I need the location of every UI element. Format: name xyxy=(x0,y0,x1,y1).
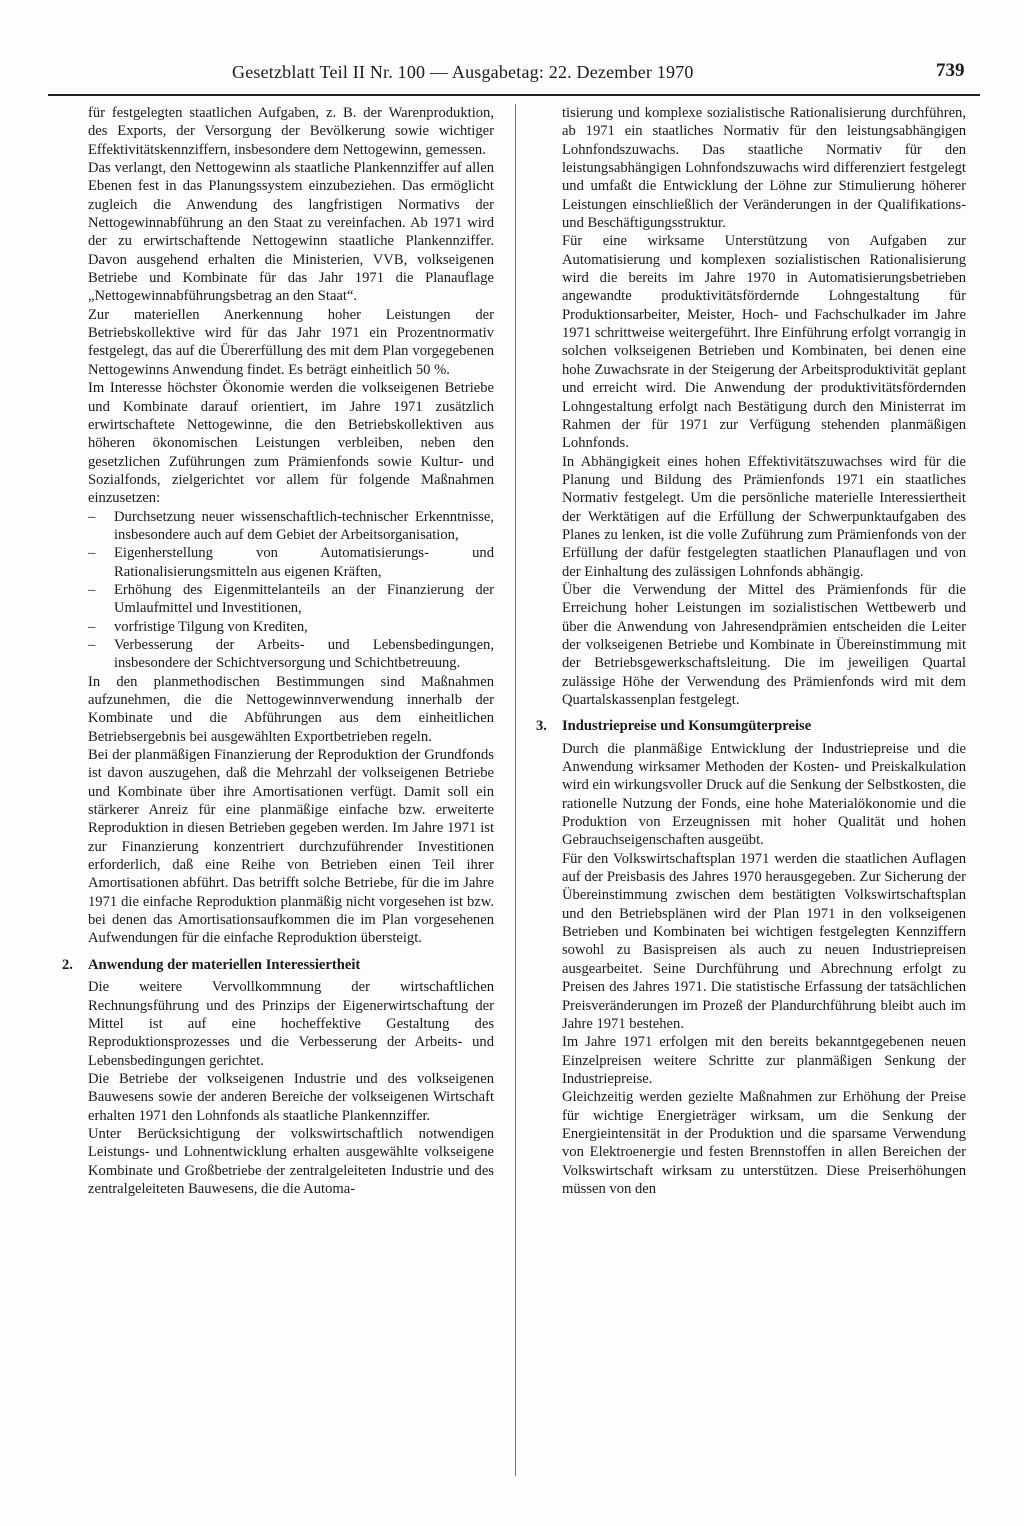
section-number: 3. xyxy=(536,718,547,735)
list-item: – Eigenherstellung von Automatisierungs- und Rationalisierungsmitteln aus eigenen Kräften, xyxy=(88,544,494,581)
paragraph: Bei der planmäßigen Finanzierung der Reproduktion der Grundfonds ist davon auszugehen, daß die Mehrzahl der volkseigenen Betriebe und Kombinate über ihre Amortisationen verfügt. Damit soll ein stärkerer Anreiz für eine planmäßige einfache bzw. erweiterte Reproduktion in diesen Betrieben gegeben werden. Im Jahre 1971 ist zur Finanzierung konzentriert durchzuführender Investitionen erforderlich, daß eine Reihe von Betrieben einen Teil ihrer Amortisationen abführt. Das betrifft solche Betriebe, für die im Jahre 1971 die einfache Reproduktion planmäßig nicht vorgesehen ist bzw. bei denen das Amortisationsaufkommen die im Plan vorgesehenen Aufwendungen für die einfache Reproduktion übersteigt. xyxy=(88,747,494,947)
paragraph: Für den Volkswirtschaftsplan 1971 werden die staatlichen Auflagen auf der Preisbasis des Jahres 1970 herausgegeben. Zur Sicherung der Übereinstimmung zwischen dem bestätigten Volkswirtschaftsplan und den Betriebsplänen wird der Plan 1971 in den volkseigenen Betrieben und Kombinaten bei wichtigen festgelegten Kennziffern sowohl zu Basispreisen als auch zu neuen Industriepreisen ausgearbeitet. Seine Durchführung und Abrechnung erfolgt zu Preisen des Jahres 1971. Die statistische Erfassung der tatsächlichen Preisveränderungen im Prozeß der Plandurchführung bleibt auch im Jahre 1971 bestehen. xyxy=(562,850,966,1032)
paragraph: Im Jahre 1971 erfolgen mit den bereits bekanntgegebenen neuen Einzelpreisen weitere Schritte zur planmäßigen Senkung der Industriepreise. xyxy=(562,1034,966,1087)
page-number: 739 xyxy=(936,60,965,81)
paragraph: für festgelegten staatlichen Aufgaben, z. B. der Warenproduktion, des Exports, der Versorgung der Bevölkerung sowie wichtiger Effektivitätskennziffern, insbesondere dem Nettogewinn, gemessen. xyxy=(88,105,494,158)
left-column xyxy=(62,104,494,1198)
paragraph: Im Interesse höchster Ökonomie werden die volkseigenen Betriebe und Kombinate darauf orientiert, im Jahre 1971 zusätzlich erwirtschaftete Nettogewinne, die den Betriebskollektiven aus höheren ökonomischen Leistungen verbleiben, neben den gesetzlichen Zuführungen zum Prämienfonds sowie Kultur- und Sozialfonds, zielgerichtet vor allem für folgende Maßnahmen einzusetzen: xyxy=(88,380,494,507)
paragraph: Unter Berücksichtigung der volkswirtschaftlich notwendigen Leistungs- und Lohnentwicklung erhalten ausgewählte volkseigene Kombinate und Großbetriebe der zentralgeleiteten Industrie und des zentralgeleiteten Bauwesens, die die Automa- xyxy=(88,1125,494,1197)
paragraph: Für eine wirksame Unterstützung von Aufgaben zur Automatisierung und komplexen sozialistischen Rationalisierung wird die bereits im Jahre 1970 in Automatisierungsbetrieben angewandte produktivitätsfördernde Lohngestaltung für Produktionsarbeiter, Meister, Hoch- und Fachschulkader im Jahre 1971 schrittweise weitergeführt. Ihre Einführung erfolgt vorrangig in solchen volkseigenen Betrieben und Kombinaten, bei denen eine hohe Zuwachsrate in der Steigerung der Arbeitsproduktivität geplant und erreicht wird. Die Anwendung der produktivitätsfördernden Lohngestaltung erfolgt nach Bestätigung durch den Ministerrat im Rahmen der für 1971 zur Verfügung stehenden planmäßigen Lohnfonds. xyxy=(562,233,966,452)
list-item: – Erhöhung des Eigenmittelanteils an der Finanzierung der Umlaufmittel und Investitionen, xyxy=(88,581,494,618)
section-number: 2. xyxy=(62,956,73,973)
paragraph: Durch die planmäßige Entwicklung der Industriepreise und die Anwendung wirksamer Methoden der Kosten- und Preiskalkulation wird ein wirkungsvoller Druck auf die Senkung der Selbstkosten, die rationelle Nutzung der Fonds, eine hohe Materialökonomie und die Produktion von Erzeugnissen mit hoher Qualität und hohen Gebrauchseigenschaften ausgeübt. xyxy=(562,740,966,849)
column-divider xyxy=(515,104,516,1476)
section-heading xyxy=(536,717,966,735)
section-title: Anwendung der materiellen Interessiertheit xyxy=(88,956,361,973)
list-item: – Durchsetzung neuer wissenschaftlich-technischer Erkenntnisse, insbesondere auch auf dem Gebiet der Arbeitsorganisation, xyxy=(88,508,494,545)
list-item: – vorfristige Tilgung von Krediten, xyxy=(88,618,494,636)
page-header xyxy=(0,0,1024,100)
paragraph: In den planmethodischen Bestimmungen sind Maßnahmen aufzunehmen, die die Nettogewinnverwendung innerhalb der Kombinate und die Abführungen aus dem einheitlichen Betriebsergebnis bei ausgewählten Exportbetrieben regeln. xyxy=(88,673,494,745)
paragraph: Über die Verwendung der Mittel des Prämienfonds für die Erreichung hoher Leistungen im sozialistischen Wettbewerb und über die Anwendung von Jahresendprämien entscheiden die Leiter der volkseigenen Betriebe und Kombinate in Übereinstimmung mit der Betriebsgewerkschaftsleitung. Die im jeweiligen Quartal zulässige Höhe der Verwendung des Prämienfonds wird mit dem Quartalskassenplan festgelegt. xyxy=(562,581,966,708)
section-heading xyxy=(62,956,494,974)
paragraph: tisierung und komplexe sozialistische Rationalisierung durchführen, ab 1971 ein staatliches Normativ für den leistungsabhängigen Lohnfondszuwachs. Das staatliche Normativ für den leistungsabhängigen Lohnfondszuwachs wird differenziert festgelegt und umfaßt die Entwicklung der Löhne zur Stimulierung höherer Leistungen einschließlich der Veränderungen in der Qualifikations- und Beschäftigungsstruktur. xyxy=(562,105,966,232)
paragraph: Das verlangt, den Nettogewinn als staatliche Plankennziffer auf allen Ebenen fest in das Planungssystem einzubeziehen. Das ermöglicht zugleich die Anwendung des langfristigen Normativs der Nettogewinnabführung an den Staat zu vereinfachen. Ab 1971 wird der zu erwirtschaftende Nettogewinn staatliche Plankennziffer. Davon ausgehend erhalten die Ministerien, VVB, volkseigenen Betriebe und Kombinate für das Jahr 1971 die Planauflage „Nettogewinnabführungsbetrag an den Staat“. xyxy=(88,160,494,305)
measures-list xyxy=(88,508,494,673)
paragraph: In Abhängigkeit eines hohen Effektivitätszuwachses wird für die Planung und Bildung des Prämienfonds 1971 ein staatliches Normativ festgelegt. Um die persönliche materielle Interessiertheit der Werktätigen auf die Erfüllung der Schwerpunktaufgaben des Planes zu lenken, ist die volle Zuführung zum Prämienfonds von der Erfüllung der dafür festgelegten staatlichen Planauflagen und von der Einhaltung des zulässigen Lohnfonds abhängig. xyxy=(562,453,966,580)
paragraph: Die Betriebe der volkseigenen Industrie und des volkseigenen Bauwesens sowie der anderen Bereiche der volkseigenen Wirtschaft erhalten 1971 den Lohnfonds als staatliche Plankennziffer. xyxy=(88,1070,494,1124)
running-title: Gesetzblatt Teil II Nr. 100 — Ausgabetag: 22. Dezember 1970 xyxy=(232,62,694,82)
section-title: Industriepreise und Konsumgüterpreise xyxy=(562,718,812,735)
list-item: – Verbesserung der Arbeits- und Lebensbedingungen, insbesondere der Schichtversorgung und Schichtbetreuung. xyxy=(88,636,494,673)
paragraph: Zur materiellen Anerkennung hoher Leistungen der Betriebskollektive wird für das Jahr 1971 ein Prozentnormativ festgelegt, das auf die Übererfüllung des mit dem Plan vorgegebenen Nettogewinns Anwendung findet. Es beträgt einheitlich 50 %. xyxy=(88,306,494,378)
paragraph: Die weitere Vervollkommnung der wirtschaftlichen Rechnungsführung und des Prinzips der Eigenerwirtschaftung der Mittel ist auf eine hocheffektive Gestaltung des Reproduktionsprozesses und die Verbesserung der Arbeits- und Lebensbedingungen gerichtet. xyxy=(88,979,494,1069)
paragraph: Gleichzeitig werden gezielte Maßnahmen zur Erhöhung der Preise für wichtige Energieträger wirksam, um die Senkung der Energieintensität in der Produktion und die sparsame Verwendung von Elektroenergie und festen Brennstoffen in allen Bereichen der Volkswirtschaft wirksam zu unterstützen. Diese Preiserhöhungen müssen von den xyxy=(562,1089,966,1197)
right-column xyxy=(536,104,966,1198)
header-rule xyxy=(48,94,980,96)
